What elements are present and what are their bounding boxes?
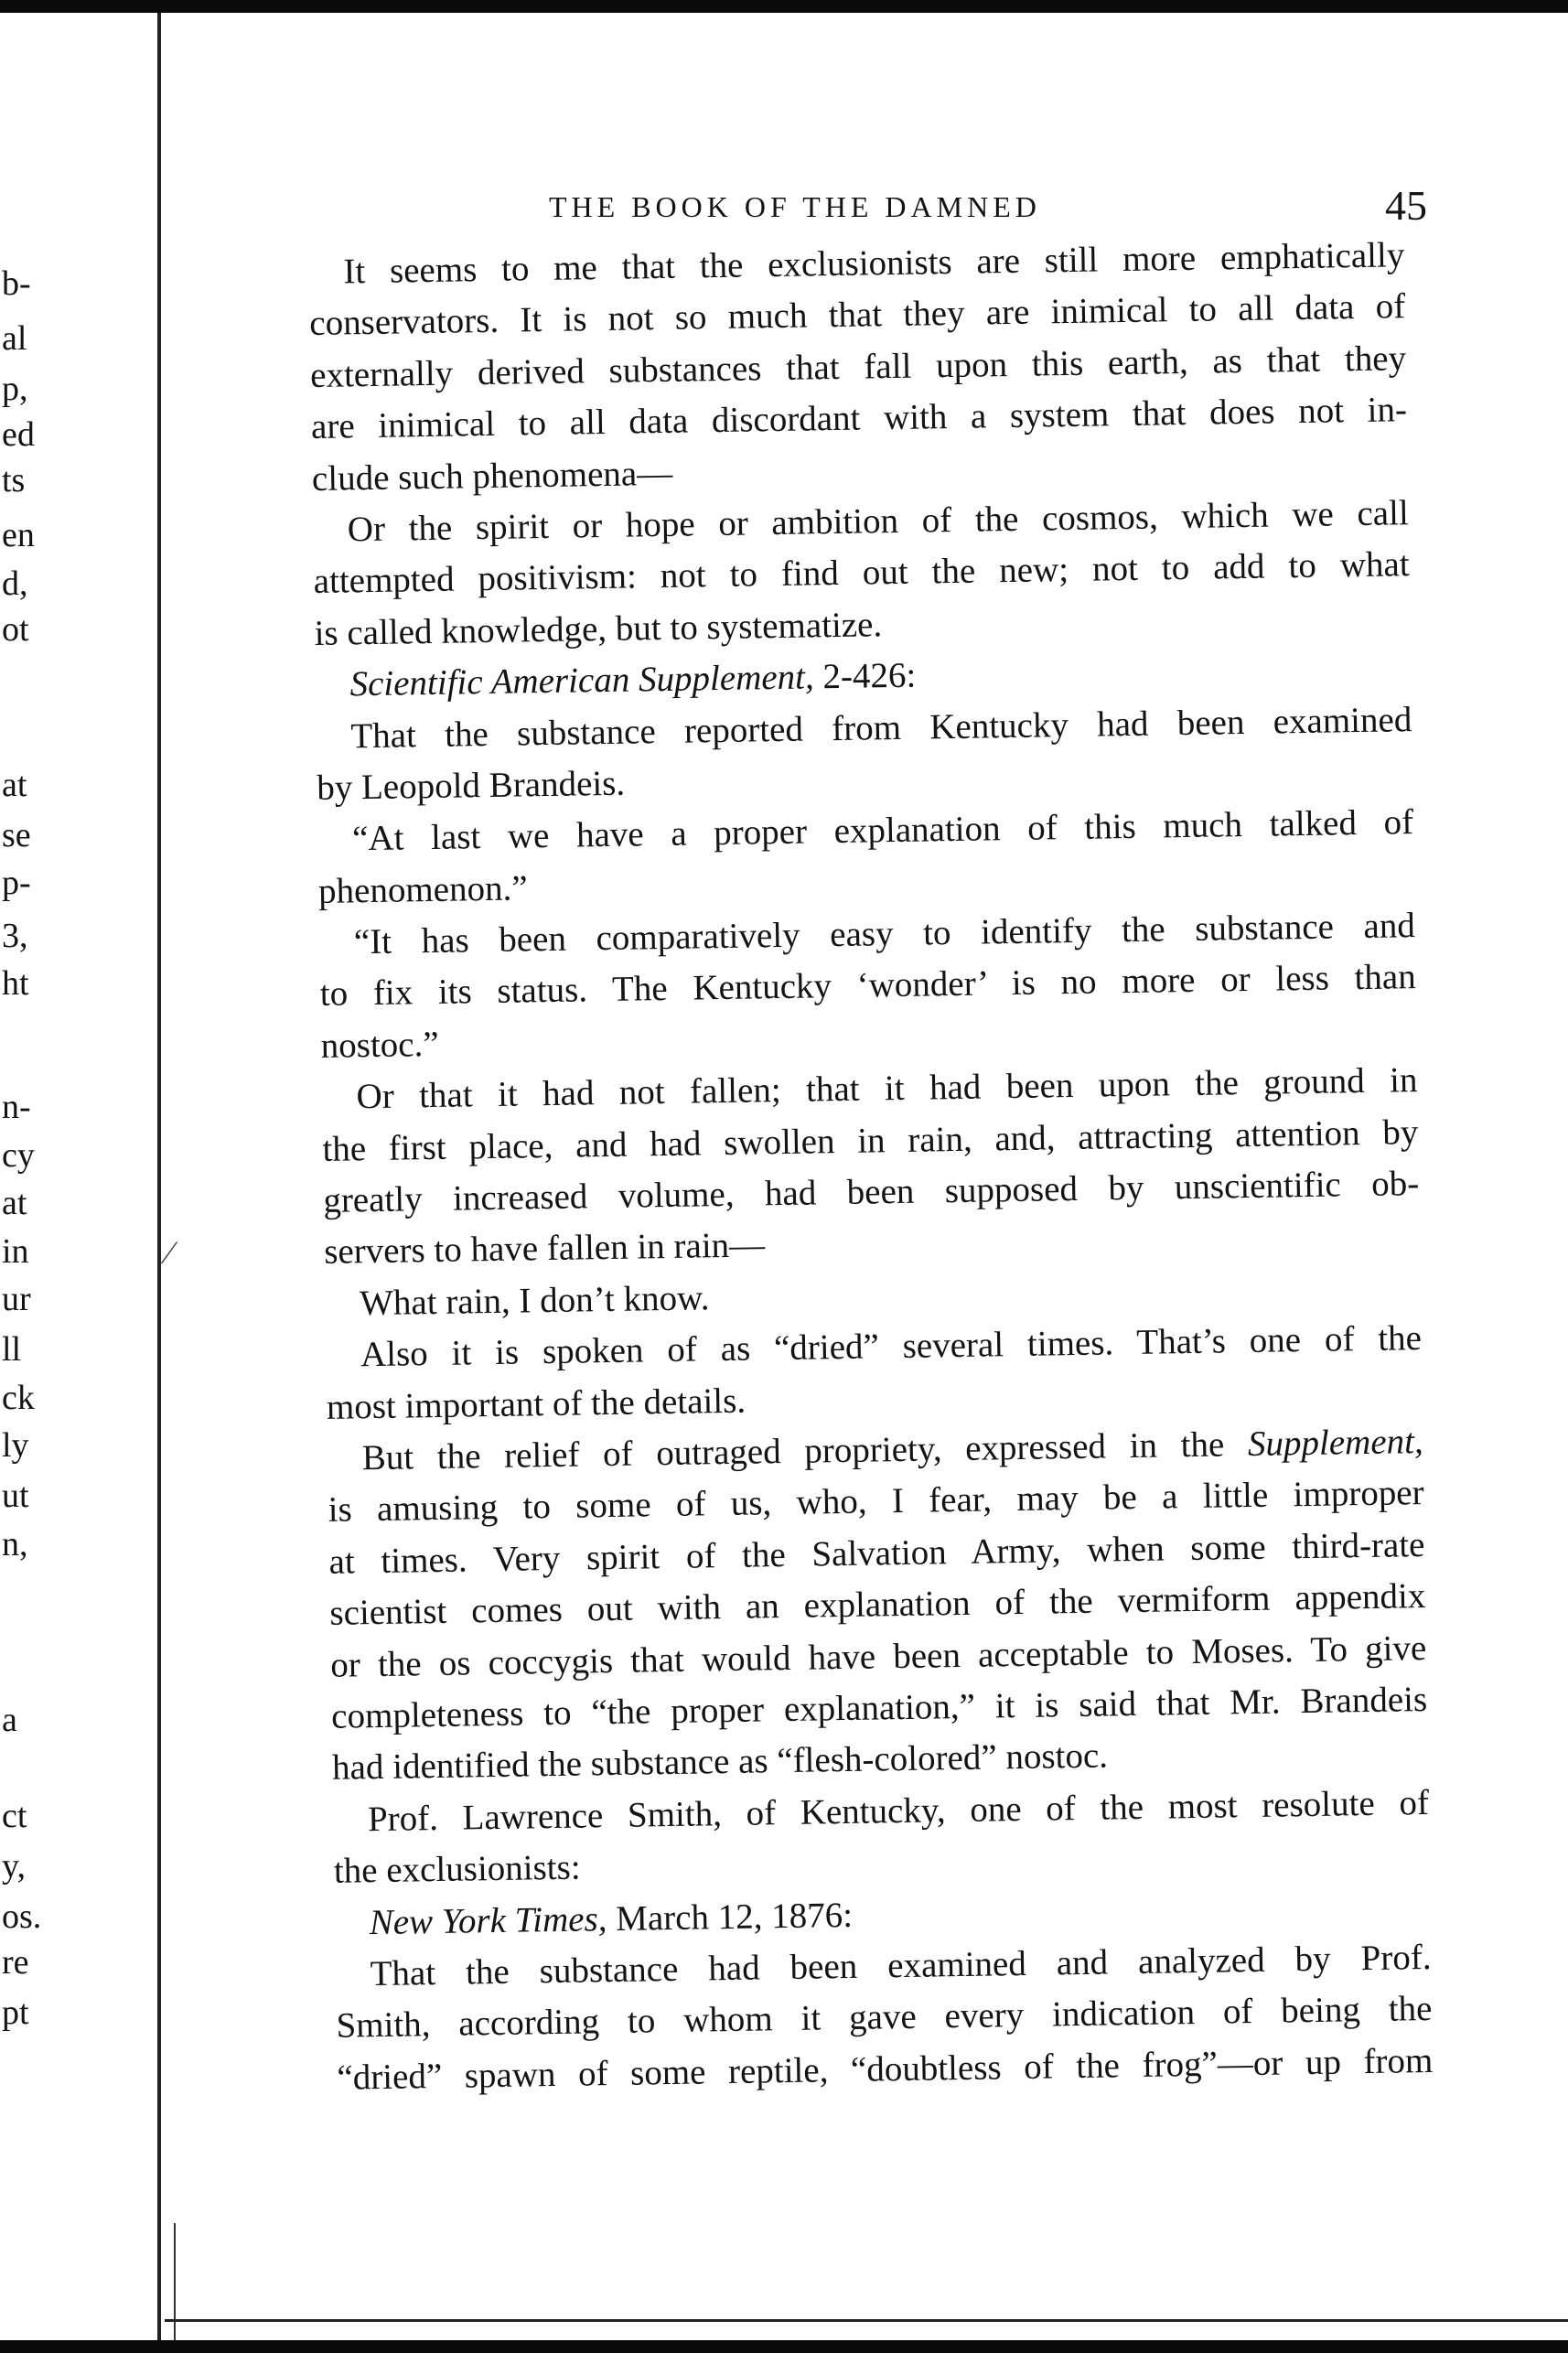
- text-segment: by Leopold Brandeis.: [316, 763, 626, 808]
- facing-page-fragment: ed: [2, 415, 35, 454]
- facing-page-fragment: os.: [2, 1897, 42, 1936]
- page-bottom-edge: [165, 2319, 1568, 2322]
- text-segment: greatly increased volume, had been supposed by unscientific ob-: [323, 1164, 1420, 1220]
- margin-tick-mark: ⁄: [166, 1234, 173, 1271]
- text-segment: is amusing to some of us, who, I fear, may be a little improper: [328, 1473, 1424, 1531]
- text-segment: “It has been comparatively easy to identify the substance and: [353, 906, 1416, 962]
- facing-page-fragment: y,: [2, 1847, 27, 1886]
- italic-citation: Scientific American Supplement,: [349, 657, 815, 704]
- bottom-scan-border: [0, 2340, 1568, 2353]
- text-segment: phenomenon.”: [317, 868, 528, 911]
- facing-page-fragment: n,: [2, 1525, 28, 1563]
- text-segment: That the substance had been examined and analyzed by Prof.: [370, 1937, 1432, 1994]
- text-segment: clude such phenomena—: [311, 453, 673, 499]
- facing-page-fragment: al: [2, 319, 27, 358]
- facing-page-fragment: se: [2, 816, 31, 854]
- facing-page-fragment: at: [2, 1184, 27, 1222]
- gutter-shadow-line: [174, 2223, 176, 2340]
- facing-page-fragment: ll: [2, 1330, 22, 1369]
- text-segment: Smith, according to whom it gave every indication of being the: [336, 1989, 1433, 2047]
- facing-page-fragment: ts: [2, 461, 26, 500]
- text-segment: completeness to “the proper explanation,” it is said that Mr. Brandeis: [330, 1679, 1428, 1736]
- facing-page-fragments: [0, 0, 42, 2353]
- text-segment: That the substance reported from Kentucky had been examined: [350, 699, 1412, 756]
- text-segment: 2-426:: [813, 655, 917, 697]
- facing-page-fragment: 3,: [2, 917, 28, 955]
- text-segment: “At last we have a proper explanation of this much talked of: [351, 802, 1414, 859]
- text-segment: March 12, 1876:: [607, 1895, 854, 1939]
- text-segment: is called knowledge, but to systematize.: [314, 604, 883, 653]
- text-segment: But the relief of outraged propriety, expressed in the: [361, 1424, 1249, 1478]
- text-segment: attempted positivism: not to find out the new; not to add to what: [313, 544, 1410, 602]
- facing-page-fragment: cy: [2, 1136, 35, 1175]
- text-segment: It seems to me that the exclusionists are still more emphatically: [343, 235, 1405, 292]
- facing-page-fragment: ct: [2, 1797, 27, 1835]
- text-segment: are inimical to all data discordant with a system that does not in-: [310, 390, 1408, 447]
- body-text: [308, 230, 1434, 2104]
- text-segment: Or that it had not fallen; that it had been upon the ground in: [356, 1060, 1418, 1117]
- top-scan-border: [0, 0, 1568, 13]
- facing-page-fragment: pt: [2, 1993, 29, 2032]
- facing-page-fragment: n-: [2, 1088, 31, 1126]
- text-segment: to fix its status. The Kentucky ‘wonder’ is no more or less than: [319, 957, 1417, 1015]
- facing-page-fragment: p-: [2, 864, 31, 902]
- text-segment: servers to have fallen in rain—: [323, 1225, 766, 1273]
- italic-citation: New York Times,: [369, 1898, 607, 1942]
- facing-page-fragment: ur: [2, 1280, 31, 1318]
- text-segment: conservators. It is not so much that they are inimical to all data of: [308, 286, 1406, 344]
- text-segment: Or the spirit or hope or ambition of the cosmos, which we call: [347, 493, 1410, 550]
- italic-citation: Supplement,: [1247, 1422, 1423, 1465]
- text-segment: or the os coccygis that would have been acceptable to Moses. To give: [330, 1628, 1427, 1685]
- facing-page-fragment: in: [2, 1232, 29, 1271]
- facing-page-fragment: ot: [2, 610, 29, 649]
- facing-page-fragment: p,: [2, 370, 28, 408]
- text-segment: the first place, and had swollen in rain, and, attracting attention by: [322, 1112, 1419, 1169]
- text-segment: externally derived substances that fall upon this earth, as that they: [309, 338, 1407, 395]
- facing-page-fragment: ht: [2, 964, 29, 1003]
- text-segment: Also it is spoken of as “dried” several times. That’s one of the: [360, 1318, 1423, 1375]
- facing-page-fragment: at: [2, 766, 27, 804]
- page-number: 45: [1385, 182, 1427, 229]
- text-segment: scientist comes out with an explanation of the vermiform appendix: [329, 1576, 1426, 1633]
- text-segment: nostoc.”: [320, 1024, 439, 1066]
- text-segment: Prof. Lawrence Smith, of Kentucky, one of the most resolute of: [367, 1782, 1430, 1839]
- text-segment: “dried” spawn of some reptile, “doubtless of the frog”—or up from: [337, 2040, 1434, 2098]
- text-segment: most important of the details.: [326, 1381, 746, 1427]
- facing-page-fragment: a: [2, 1701, 17, 1739]
- text-segment: What rain, I don’t know.: [359, 1278, 710, 1324]
- text-segment: had identified the substance as “flesh-colored” nostoc.: [331, 1735, 1109, 1789]
- text-segment: the exclusionists:: [333, 1847, 581, 1891]
- page-gutter-line: [157, 13, 161, 2340]
- facing-page-fragment: en: [2, 516, 35, 554]
- facing-page-fragment: ut: [2, 1477, 29, 1515]
- facing-page-fragment: ck: [2, 1379, 35, 1417]
- page-header: [302, 181, 1427, 236]
- running-title: THE BOOK OF THE DAMNED: [549, 190, 1041, 223]
- facing-page-fragment: ly: [2, 1426, 29, 1465]
- text-segment: at times. Very spirit of the Salvation Army, when some third-rate: [328, 1524, 1425, 1582]
- facing-page-fragment: b-: [2, 264, 31, 303]
- facing-page-fragment: re: [2, 1943, 29, 1982]
- facing-page-fragment: d,: [2, 564, 28, 603]
